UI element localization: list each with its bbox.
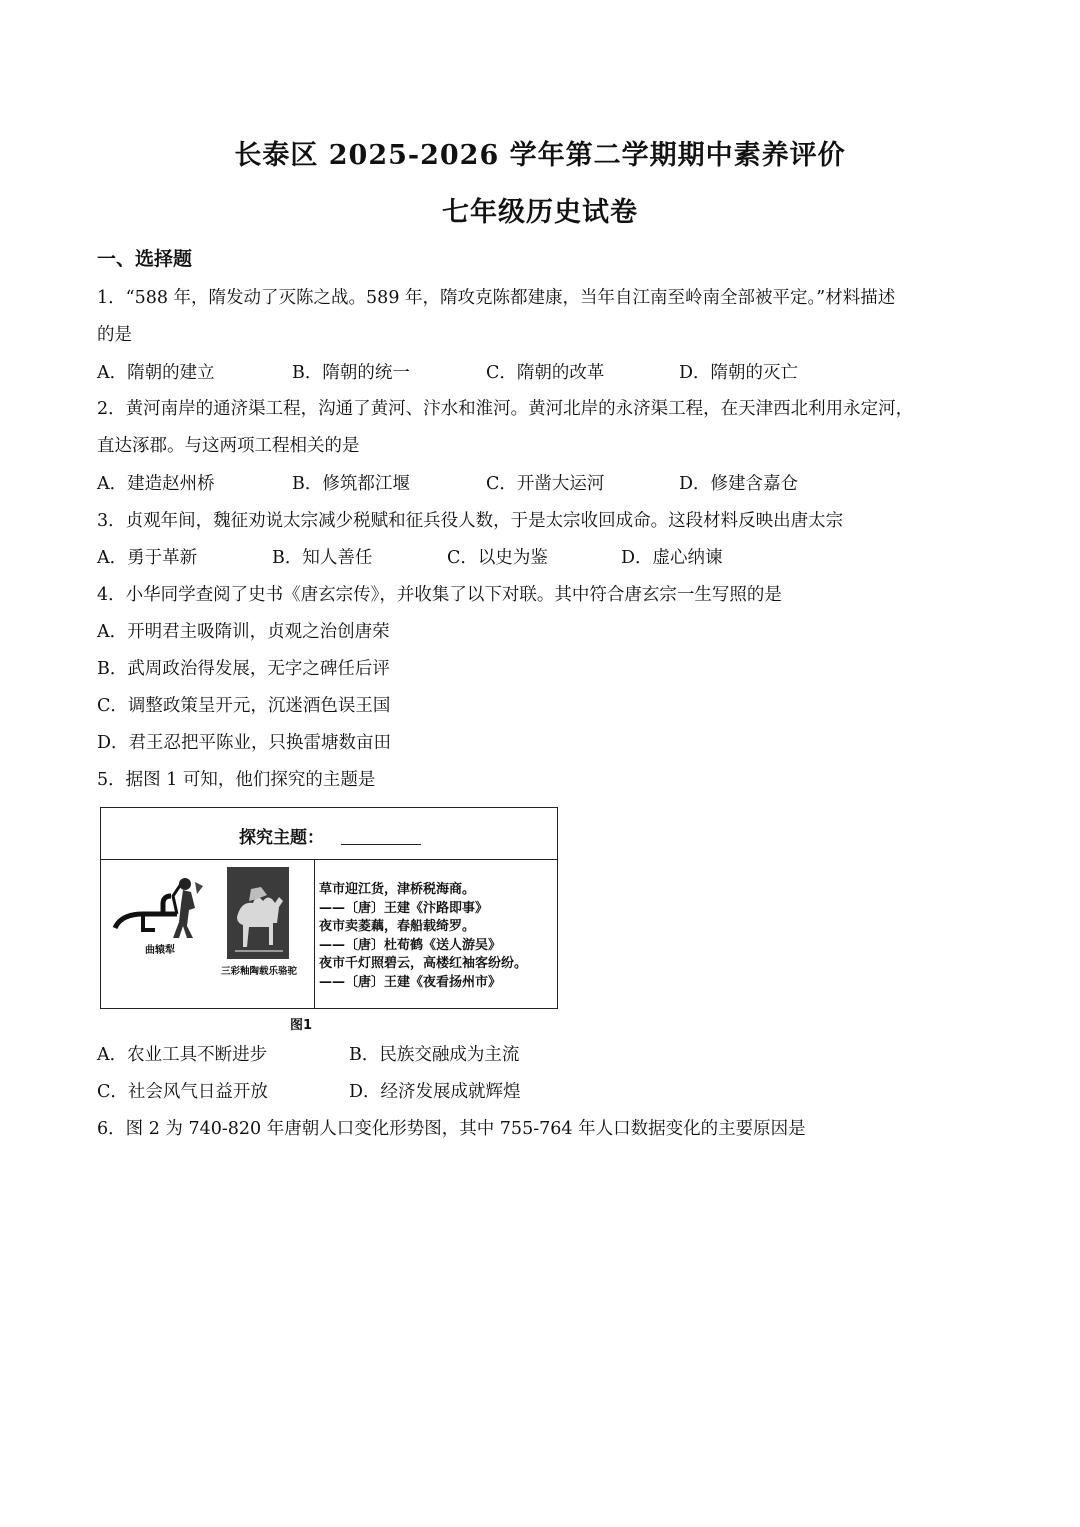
- figure-1-heading: 探究主题：: [239, 828, 324, 848]
- plough-illustration: [111, 874, 211, 942]
- question-4-stem: 4．小华同学查阅了史书《唐玄宗传》，并收集了以下对联。其中符合唐玄宗一生写照的是: [97, 585, 782, 605]
- q2-option-c: C．开凿大运河: [486, 474, 605, 494]
- exam-title: 长泰区 2025-2026 学年第二学期期中素养评价: [234, 140, 846, 171]
- answer-blank-line: [341, 844, 421, 845]
- poem-line-3: 夜市千灯照碧云，高楼红袖客纷纷。: [319, 956, 528, 971]
- figure-1-caption: 图1: [290, 1018, 313, 1033]
- question-2-stem-cont: 直达涿郡。与这两项工程相关的是: [97, 436, 360, 456]
- question-5-stem: 5．据图 1 可知，他们探究的主题是: [97, 770, 376, 790]
- poem-attribution-2: ——〔唐〕杜荀鹤《送人游吴》: [319, 937, 502, 953]
- q5-option-b: B．民族交融成为主流: [349, 1045, 520, 1065]
- q4-option-b: B．武周政治得发展，无字之碑任后评: [97, 659, 390, 679]
- q2-option-a: A．建造赵州桥: [97, 474, 215, 494]
- question-1-stem-cont: 的是: [97, 325, 132, 345]
- q4-option-a: A．开明君主吸隋训，贞观之治创唐荣: [97, 622, 390, 642]
- q5-option-a: A．农业工具不断进步: [97, 1045, 268, 1065]
- question-6-stem: 6．图 2 为 740-820 年唐朝人口变化形势图，其中 755-764 年人口数据变化的主要原因是: [97, 1119, 806, 1139]
- poem-line-1: 草市迎江货，津桥税海商。: [319, 882, 476, 897]
- camel-photo: [227, 867, 289, 959]
- section-heading: 一、选择题: [97, 248, 193, 270]
- poem-attribution-1: ——〔唐〕王建《汴路即事》: [319, 900, 489, 916]
- figure-1-header: [101, 808, 557, 860]
- q5-option-c: C．社会风气日益开放: [97, 1082, 268, 1102]
- q3-option-c: C．以史为鉴: [447, 548, 548, 568]
- exam-subtitle: 七年级历史试卷: [442, 197, 638, 228]
- q1-option-a: A．隋朝的建立: [97, 363, 215, 383]
- camel-caption: 三彩釉陶载乐骆驼: [221, 966, 298, 977]
- question-2-stem: 2．黄河南岸的通济渠工程，沟通了黄河、汴水和淮河。黄河北岸的永济渠工程，在天津西北利用永定河，: [97, 399, 914, 419]
- q5-option-d: D．经济发展成就辉煌: [349, 1082, 521, 1102]
- q1-option-c: C．隋朝的改革: [486, 363, 605, 383]
- poem-quotes: [319, 881, 527, 992]
- q3-option-b: B．知人善任: [272, 548, 373, 568]
- plough-caption: 曲辕犁: [145, 945, 175, 956]
- q4-option-d: D．君王忍把平陈业，只换雷塘数亩田: [97, 733, 392, 753]
- poem-attribution-3: ——〔唐〕王建《夜看扬州市》: [319, 974, 502, 990]
- figure-1-divider: [314, 860, 315, 1008]
- poem-line-2: 夜市卖菱藕，春船载绮罗。: [319, 919, 476, 934]
- q1-option-d: D．隋朝的灭亡: [679, 363, 799, 383]
- question-3-stem: 3．贞观年间，魏征劝说太宗减少税赋和征兵役人数，于是太宗收回成命。这段材料反映出唐太宗: [97, 511, 844, 531]
- q1-option-b: B．隋朝的统一: [292, 363, 410, 383]
- q2-option-d: D．修建含嘉仓: [679, 474, 799, 494]
- q3-option-d: D．虚心纳谏: [621, 548, 723, 568]
- q2-option-b: B．修筑都江堰: [292, 474, 410, 494]
- question-1-stem: 1．“588 年，隋发动了灭陈之战。589 年，隋攻克陈都建康，当年自江南至岭南全部被平定。”材料描述: [97, 288, 896, 308]
- q3-option-a: A．勇于革新: [97, 548, 198, 568]
- figure-1: [100, 807, 558, 1009]
- q4-option-c: C．调整政策呈开元，沉迷酒色误王国: [97, 696, 391, 716]
